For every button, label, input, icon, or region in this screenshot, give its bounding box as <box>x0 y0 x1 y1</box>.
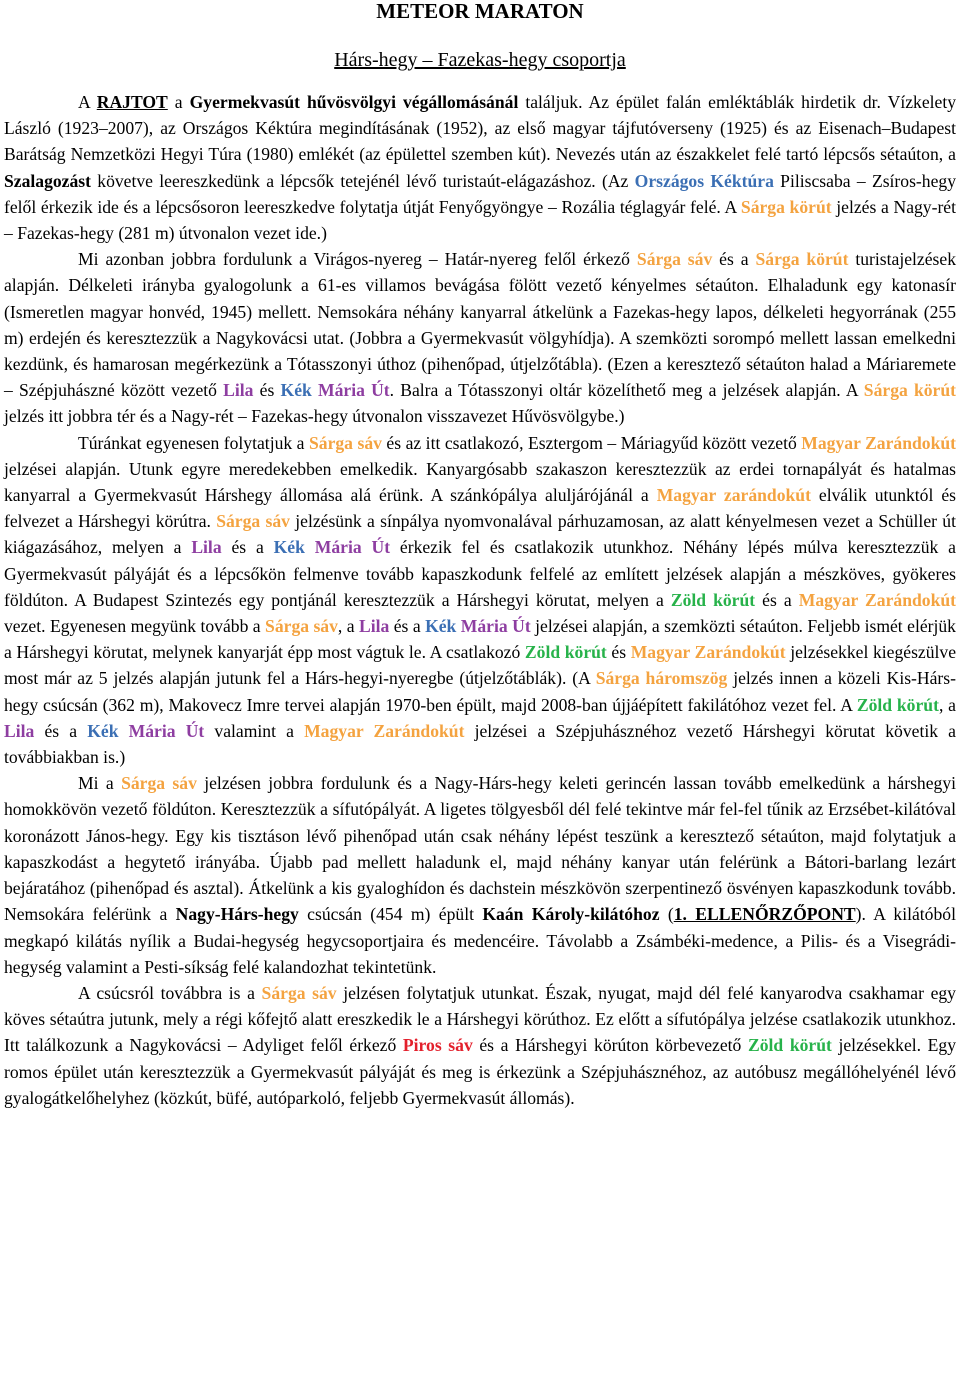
trail-mark: Piros sáv <box>402 1035 473 1056</box>
trail-mark: Sárga körút <box>863 380 956 401</box>
text-run: érkezik fel és csatlakozik utunkhoz. Néhány lépés múlva keresztezzük a Gyermekvasút pályáját és a lépcsőkön felmenve tovább kapaszkodunk felfelé az említett jelzések alapján a mészköves, gyökeres földúton. A Budapest Szintezés egy pontjánál keresztezzük a Hárshegyi körutat, melyen a <box>4 537 956 610</box>
trail-mark: Lila <box>223 380 254 401</box>
text-run: jelzésünk a sínpálya nyomvonalával párhuzamosan, az alatt kényelmesen vezet a Schüller út kiágazásához, melyen a <box>4 511 956 558</box>
trail-mark: Sárga sáv <box>261 982 337 1003</box>
text-run: ). A kilátóból megkapó kilátás nyílik a Budai-hegység hegycsoportjaira és medencéire. Távolabb a Zsámbéki-medence, a Pilis- és a Visegrádi-hegység valamint a Pesti-síkság felé kalandozhat tekintetünk. <box>4 904 956 977</box>
text-run: elválik utunktól és felvezet a Hárshegyi körútra. <box>4 485 956 532</box>
text-run: és a <box>221 537 274 558</box>
document-title: METEOR MARATON <box>376 0 584 23</box>
trail-mark: Lila <box>358 616 390 637</box>
trail-mark: Zöld körút <box>856 694 939 715</box>
trail-mark: Mária Út <box>460 616 531 637</box>
trail-mark: Sárga körút <box>740 196 832 217</box>
text-run: jelzés innen a közeli Kis-Hárs-hegy csúcsán (362 m), Makovecz Imre tervei alapján 1970-ben épült, majd 2008-ban újjáépített fakilátóhoz vezet fel. A <box>4 668 956 715</box>
checkpoint-label: 1. ELLENŐRZŐPONT <box>673 904 856 925</box>
document-subtitle: Hárs-hegy – Fazekas-hegy csoportja <box>334 49 626 71</box>
trail-mark: Mária Út <box>128 720 205 741</box>
text-run: Piliscsaba – Zsíros-hegy felől érkezik ide és a lépcsősoron leereszkedve folytatja útját Fenyőgyöngye – Rozália téglagyár felé. A <box>4 170 956 217</box>
text-run: jelzésekkel. Egy romos épület után keresztezzük a Gyermekvasút pályáját és meg is érkezünk a Szépjuhásznéhoz, az autóbusz megállóhelyénél lévő gyalogátkelőhelyhez (közkút, büfé, autóparkoló, feljebb Gyermekvasút állomás). <box>4 1035 957 1108</box>
route-description <box>4 89 956 1111</box>
paragraph-descent <box>4 980 956 1111</box>
text-run: vezet. Egyenesen megyünk tovább a <box>4 616 266 637</box>
text-run: és a Hárshegyi körúton körbevezető <box>472 1035 748 1056</box>
text-run: valamint a <box>204 720 305 741</box>
text-run: és <box>606 642 631 663</box>
trail-mark: Mária Út <box>317 380 390 401</box>
emphasized-text: Szalagozást <box>4 170 91 191</box>
trail-mark: Sárga sáv <box>121 773 197 794</box>
trail-mark: Kék <box>273 537 315 558</box>
trail-mark: Zöld körút <box>747 1035 832 1056</box>
trail-mark: Sárga sáv <box>308 432 382 453</box>
text-run: jelzései alapján. Utunk egyre meredekebben emelkedik. Kanyargósabb szakaszon keresztezzük az erdei tornapályát és hatalmas kanyarral a Gyermekvasút Hárshegy állomása alá érünk. A szánkópálya aluljárójánál a <box>4 458 956 506</box>
text-run: turistajelzések alapján. Délkeleti irányba gyalogolunk a 61-es villamos bevágása fölött vezető kényelmes sétaúton. Elhaladunk egy katonasír (Ismeretlen magyar honvéd, 1945) mellett. Nemsokára néhány kanyarral átkelünk a Fazekas-hegy lapos, délkeleti hegyorrának (255 m) erdején és keresztezzük a Nagykovácsi utat. (Jobbra a Gyermekvasút völgyhídja). A szemközti sorompó mellett lassan emelkedni kezdünk, és hamarosan megérkezünk a Tótasszonyi úthoz (pihenőpad, útjelzőtábla). (Ezen a keresztező sétaúton halad a Máriaremete – Szépjuhászné között vezető <box>4 249 957 401</box>
emphasized-text: Nagy-Hárs-hegy <box>175 904 299 925</box>
text-run: és az itt csatlakozó, Esztergom – Máriagyűd között vezető <box>381 432 802 453</box>
text-run: jelzései a Szépjuhásznéhoz vezető Hárshegyi körutat követik a továbbiakban is.) <box>4 720 956 768</box>
text-run: A <box>78 92 97 112</box>
trail-mark: Magyar Zarándokút <box>304 720 465 741</box>
text-run: jelzésekkel kiegészülve most már az 5 jelzés alapján jutunk fel a Hárs-hegyi-nyeregbe (útjelzőtáblák). (A <box>4 642 957 689</box>
text-run: . Balra a Tótasszonyi oltár közelíthető meg a jelzések alapján. A <box>389 380 864 401</box>
trail-mark: Sárga háromszög <box>595 668 728 689</box>
text-run: csúcsán (454 m) épült <box>298 904 483 925</box>
trail-mark: Lila <box>4 720 35 741</box>
trail-mark: Kék <box>87 720 129 741</box>
text-run: jelzés a Nagy-rét – Fazekas-hegy (281 m) útvonalon vezet ide.) <box>4 196 957 244</box>
text-run: ( <box>659 904 674 925</box>
text-run: jelzésen jobbra fordulunk és a Nagy-Hárs-hegy keleti gerincén lassan tovább emelkedünk a hárshegyi homokkövön vezető földúton. Keresztezzük a sífutópályát. A ligetes tölgyesből dél felé tekintve már fel-fel tűnik az Erzsébet-kilátóval koronázott János-hegy. Egy kis tisztáson lévő pihenőpad után csak néhány lépést teszünk a keresztező sétaúton, majd folytatjuk a kapaszkodást a hegytető irányába. Újabb pad mellett haladunk el, majd néhány kanyar után felérünk a Bátori-barlang lezárt bejáratához (pihenőpad és asztal). Átkelünk a kis gyaloghídon és dachstein mészkövön szerpentinező ösvényen kapaszkodunk tovább. Nemsokára felérünk a <box>4 773 957 925</box>
trail-mark: Magyar Zarándokút <box>801 432 956 453</box>
text-run: és a <box>755 589 799 610</box>
trail-mark: Sárga sáv <box>216 511 290 532</box>
trail-mark: Országos Kéktúra <box>634 170 774 191</box>
paragraph-start <box>4 89 956 246</box>
text-run: találjuk. Az épület falán emléktáblák hirdetik dr. Vízkelety László (1923–2007), az Országos Kéktúra megindításának (1952), az első magyar tájfutóverseny (1925) és az Eisenach–Budapest Barátság Nemzetközi Hegyi Túra (1980) emlékét (az épülettel szemben kút). Nevezés után az északkelet felé tartó lépcsős sétaúton, a <box>4 92 957 165</box>
text-run: és <box>253 380 281 401</box>
text-run: Mi azonban jobbra fordulunk a Virágos-nyereg – Határ-nyereg felől érkező <box>78 249 637 270</box>
text-run: és a <box>34 720 88 741</box>
text-run: , a <box>938 694 956 715</box>
text-run: a <box>167 92 190 112</box>
text-run: és a <box>389 616 426 637</box>
trail-mark: Zöld körút <box>524 642 607 663</box>
emphasized-text: Kaán Károly-kilátóhoz <box>482 904 660 925</box>
trail-mark: Kék <box>425 616 461 637</box>
trail-mark: Magyar Zarándokút <box>798 589 956 610</box>
trail-mark: Sárga sáv <box>636 249 713 270</box>
trail-mark: Magyar Zarándokút <box>630 642 786 663</box>
trail-mark: Mária Út <box>314 537 391 558</box>
text-run: követve leereszkedünk a lépcsők tetejénél lévő turistaút-elágazáshoz. (Az <box>90 170 635 191</box>
text-run: A csúcsról továbbra is a <box>78 982 262 1003</box>
trail-mark: Kék <box>280 380 318 401</box>
trail-mark: Sárga körút <box>755 249 849 270</box>
text-run: Mi a <box>78 773 122 794</box>
text-run: jelzés itt jobbra tér és a Nagy-rét – Fazekas-hegy útvonalon visszavezet Hűvösvölgybe.) <box>4 406 625 427</box>
paragraph-summit <box>4 770 956 980</box>
emphasized-text: RAJTOT <box>96 92 168 112</box>
trail-mark: Sárga sáv <box>265 616 338 637</box>
paragraph-route-continue <box>4 430 956 771</box>
text-run: jelzései alapján, a szemközti sétaúton. Feljebb ismét elérjük a Hárshegyi körutat, melynek kanyarját épp most vágtuk le. A csatlakozó <box>4 616 956 663</box>
trail-mark: Magyar zarándokút <box>656 485 811 506</box>
trail-mark: Lila <box>191 537 222 558</box>
emphasized-text: Gyermekvasút hűvösvölgyi végállomásánál <box>189 92 519 112</box>
text-run: , a <box>337 616 359 637</box>
text-run: és a <box>712 249 756 270</box>
paragraph-route-right <box>4 246 956 429</box>
trail-mark: Zöld körút <box>670 589 756 610</box>
text-run: jelzésen folytatjuk utunkat. Észak, nyugat, majd dél felé kanyarodva csakhamar egy köves sétaútra jutunk, mely a régi kőfejtő alatt ereszkedik le a Hárshegyi körúthoz. Ez előtt a sífutópálya jelzése csatlakozik utunkhoz. Itt találkozunk a Nagykovácsi – Adyliget felől érkező <box>4 982 956 1056</box>
text-run: Túránkat egyenesen folytatjuk a <box>78 432 309 453</box>
